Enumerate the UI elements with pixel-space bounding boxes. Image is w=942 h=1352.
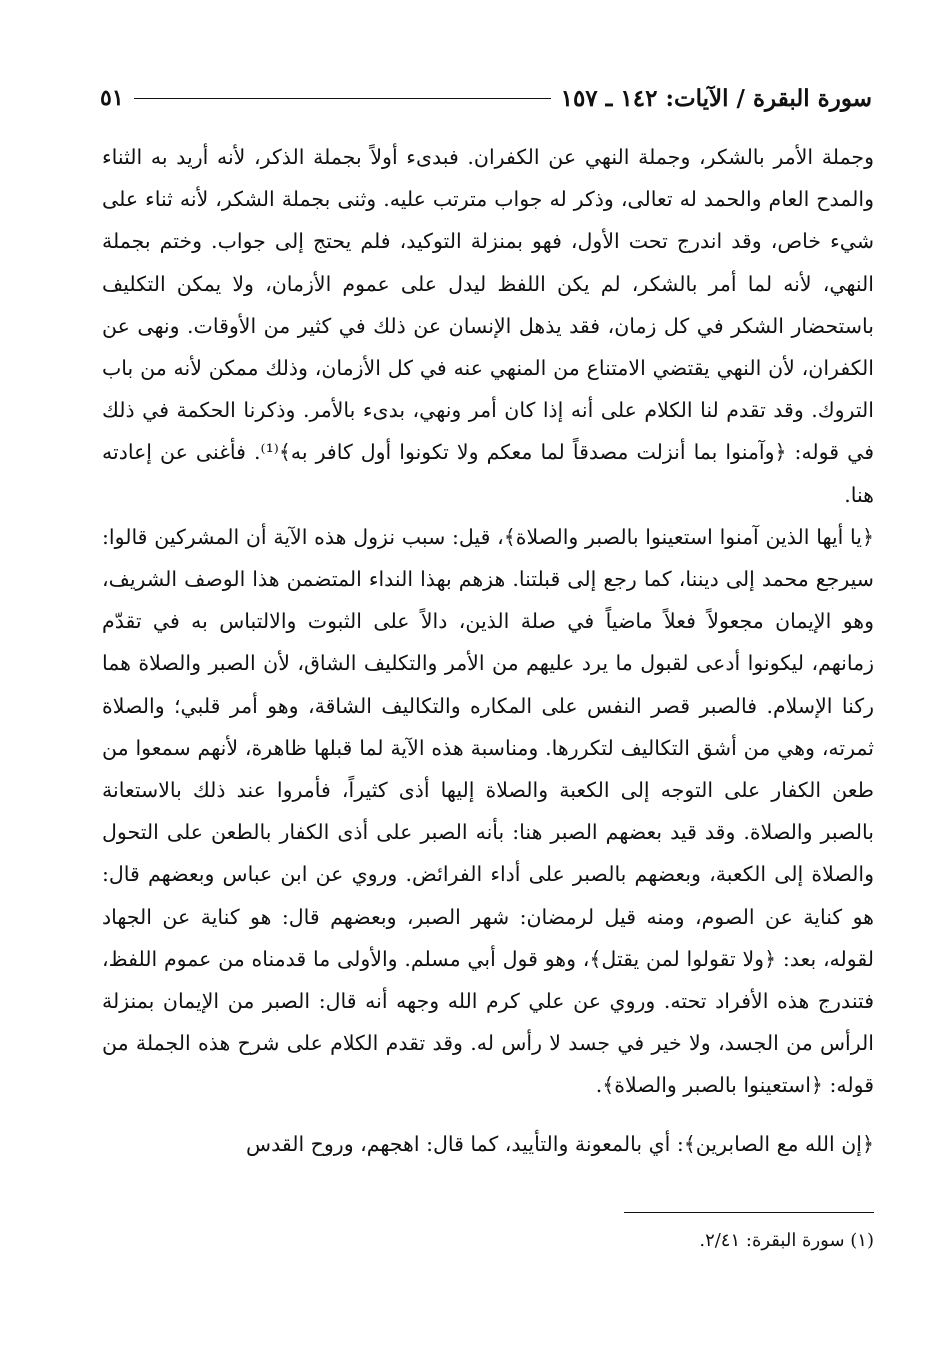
paragraph-2: ﴿يا أيها الذين آمنوا استعينوا بالصبر والصلاة﴾، قيل: سبب نزول هذه الآية أن المشركين قالوا: سيرجع محمد إلى ديننا، كما رجع إلى قبلتنا. هزهم بهذا النداء المتضمن هذا الوصف الشريف، وهو الإيمان مجعولاً فعلاً ماضياً في صلة الذين، دالاً على الثبوت والالتباس به في تقدّم زمانهم، ليكونوا أدعى لقبول ما يرد عليهم من الأمر والتكليف الشاق، لأن الصبر والصلاة هما ركنا الإسلام. فالصبر قصر النفس على المكاره والتكاليف الشاقة، وهو أمر قلبي؛ والصلاة ثمرته، وهي من أشق التكاليف لتكررها. ومناسبة هذه الآية لما قبلها ظاهرة، لأنهم سمعوا من طعن الكفار على التوجه إلى الكعبة والصلاة إليها أذى كثيراً، فأمروا عند ذلك بالاستعانة بالصبر والصلاة. وقد قيد بعضهم الصبر هنا: بأنه الصبر على أذى الكفار بالطعن على التحول والصلاة إلى الكعبة، وبعضهم بالصبر على أداء الفرائض. وروي عن ابن عباس وبعضهم قال: هو كناية عن الصوم، ومنه قيل لرمضان: شهر الصبر، وبعضهم قال: هو كناية عن الجهاد لقوله، بعد: ﴿ولا تقولوا لمن يقتل﴾، وهو قول أبي مسلم. والأولى ما قدمناه من عموم اللفظ، فتندرج هذه الأفراد تحته. وروي عن علي كرم الله وجهه أنه قال: الصبر من الإيمان بمنزلة الرأس من الجسد، ولا خير في جسد لا رأس له. وقد تقدم الكلام على شرح هذه الجملة من قوله: ﴿استعينوا بالصبر والصلاة﴾. bbox=[102, 524, 874, 1098]
chapter-title: سورة البقرة / الآيات: ١٤٢ ـ ١٥٧ bbox=[560, 84, 872, 112]
footnote: (١) سورة البقرة: ٢/٤١. bbox=[699, 1230, 874, 1251]
running-header bbox=[100, 80, 872, 116]
main-text bbox=[102, 136, 874, 1165]
paragraph-3: ﴿إن الله مع الصابرين﴾: أي بالمعونة والتأييد، كما قال: اهجهم، وروح القدس bbox=[246, 1131, 874, 1156]
footnote-rule bbox=[624, 1212, 874, 1213]
paragraph-1: وجملة الأمر بالشكر، وجملة النهي عن الكفران. فبدىء أولاً بجملة الذكر، لأنه أريد به الثناء والمدح العام والحمد له تعالى، وذكر له جواب مترتب عليه. وثنى بجملة الشكر، لأنه ثناء على شيء خاص، وقد اندرج تحت الأول، فهو بمنزلة التوكيد، فلم يحتج إلى جواب. وختم بجملة النهي، لأنه لما أمر بالشكر، لم يكن اللفظ ليدل على عموم الأزمان، ولا يمكن التكليف باستحضار الشكر في كل زمان، فقد يذهل الإنسان عن ذلك في كثير من الأوقات. ونهى عن الكفران، لأن النهي يقتضي الامتناع من المنهي عنه في كل الأزمان، وذلك ممكن لأنه من باب التروك. وقد تقدم لنا الكلام على أنه إذا كان أمر ونهي، بدىء بالأمر. وذكرنا الحكمة في ذلك في قوله: ﴿وآمنوا بما أنزلت مصدقاً لما معكم ولا تكونوا أول كافر به﴾⁽¹⁾. فأغنى عن إعادته هنا. bbox=[102, 145, 875, 507]
header-rule bbox=[134, 98, 551, 99]
page-number: ٥١ bbox=[100, 85, 124, 111]
